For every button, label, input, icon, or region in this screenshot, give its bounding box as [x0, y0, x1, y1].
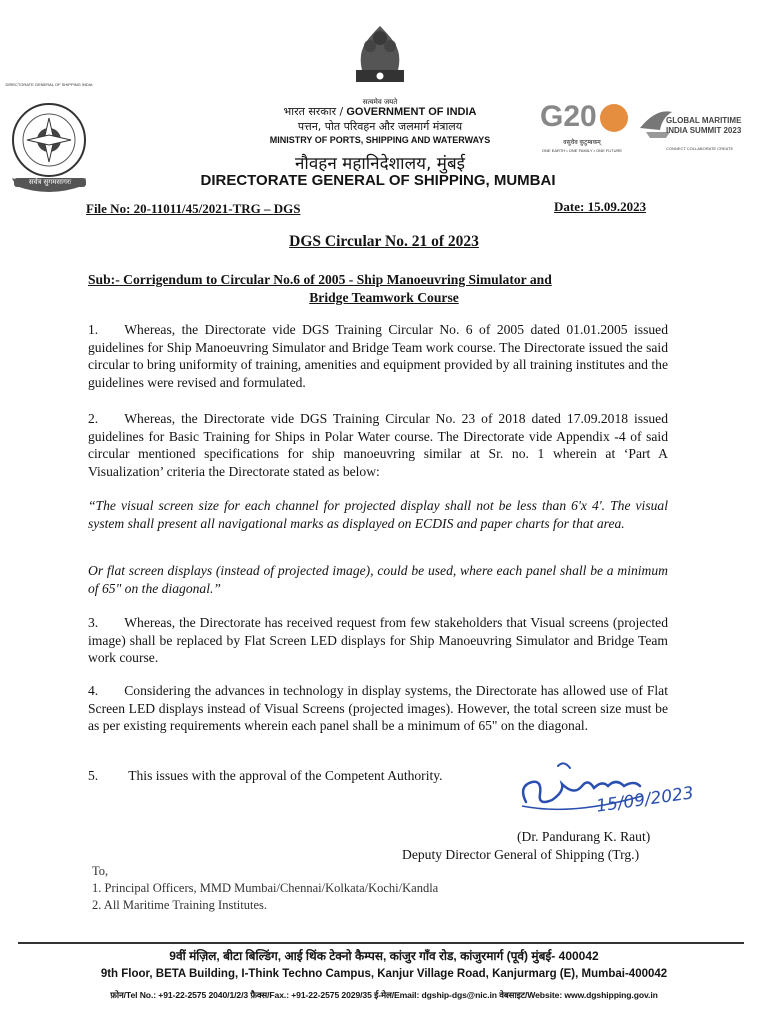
file-number: File No: 20-11011/45/2021-TRG – DGS [86, 201, 301, 216]
dg-shipping-hindi: नौवहन महानिदेशालय, मुंबई [295, 154, 465, 174]
distribution-to: To, [92, 864, 109, 878]
gmis-title-1: GLOBAL MARITIME [666, 116, 742, 125]
signatory-name: (Dr. Pandurang K. Raut) [517, 829, 651, 844]
dgs-logo-ribbon: सर्वत्र सुगमसागरः [14, 178, 86, 187]
national-emblem [348, 20, 412, 98]
ministry-hindi: पत्तन, पोत परिवहन और जलमार्ग मंत्रालय [297, 120, 463, 133]
quote-visual-screen: “The visual screen size for each channel for projected display shall not be less than 6'x 4'. The visual system shall present all navigational marks as displayed on ECDIS and paper charts for that area. [88, 498, 668, 531]
footer-contact: फ़ोन/Tel No.: +91-22-2575 2040/1/2/3 फ़ैक्स/Fax.: +91-22-2575 2029/35 ई-मेल/Email: dgship-dgs@nic.in वेबसाइट/Website: www.dgshipping.gov.in [110, 990, 658, 1000]
distribution-item: 1. Principal Officers, MMD Mumbai/Chennai/Kolkata/Kochi/Kandla [92, 881, 439, 895]
paragraph-text: Whereas, the Directorate vide DGS Training Circular No. 23 of 2018 dated 17.09.2018 issued guidelines for Basic Training for Ships in Polar Water course. The Directorate vide Appendix -4 of said circular mentioned specifications for ship manoeuvring similar at Sr. no. 1 wherein at ‘Part A Visualization’ criteria the Directorate stated as below: [88, 411, 668, 479]
subject-line-1 [88, 272, 688, 288]
paragraph-number: 2. [88, 411, 99, 426]
ministry-english: MINISTRY OF PORTS, SHIPPING AND WATERWAYS [269, 135, 491, 145]
paragraph-3 [88, 614, 668, 667]
subject-text-1: Corrigendum to Circular No.6 of 2005 - Ship Manoeuvring Simulator and [123, 272, 552, 287]
dgs-logo-text: DIRECTORATE GENERAL OF SHIPPING INDIA [5, 82, 93, 87]
circular-title: DGS Circular No. 21 of 2023 [289, 233, 479, 250]
footer-divider [18, 942, 744, 944]
footer-address-english: 9th Floor, BETA Building, I-Think Techno Campus, Kanjur Village Road, Kanjurmarg (E), Mumbai-400042 [100, 968, 668, 980]
subject-label: Sub:- [88, 272, 120, 287]
government-of-india: भारत सरकार / GOVERNMENT OF INDIA [283, 105, 477, 118]
gmis-title-2: INDIA SUMMIT 2023 [666, 126, 742, 135]
paragraph-number: 1. [88, 322, 99, 337]
paragraph-number: 3. [88, 615, 99, 630]
circular-date: Date: 15.09.2023 [554, 199, 647, 214]
subject-line-2: Bridge Teamwork Course [309, 290, 459, 305]
paragraph-number: 5. [88, 768, 99, 783]
emblem-motto: सत्यमेव जयते [362, 98, 398, 106]
paragraph-text: Whereas, the Directorate vide DGS Training Circular No. 6 of 2005 dated 01.01.2005 issued guidelines for Ship Manoeuvring Simulator and Bridge Team work course. The Directorate issued the said circular to bring uniformity of training, amenities and equipment provided by all training institutes and the guidelines were revised and formulated. [88, 322, 668, 390]
paragraph-text: This issues with the approval of the Competent Authority. [128, 768, 443, 783]
signature-handwritten-date: 15/09/2023 [595, 783, 695, 817]
quote-flat-screen: Or flat screen displays (instead of projected image), could be used, where each panel shall be a minimum of 65" on the diagonal.” [88, 563, 668, 596]
paragraph-number: 4. [88, 683, 99, 698]
gmis-logo [636, 100, 746, 160]
g20-subtitle: वसुधैव कुटुम्बकम् [563, 139, 601, 146]
signatory-designation: Deputy Director General of Shipping (Trg.) [402, 847, 640, 862]
g20-lotus-icon [600, 104, 628, 132]
paragraph-1 [88, 321, 668, 391]
g20-logo [534, 100, 630, 164]
paragraph-text: Considering the advances in technology in display systems, the Directorate has allowed use of Flat Screen LED displays instead of Visual Screens (projected images). However, the total screen size must be as per existing requirements wherein each panel shall be a minimum of 65" on the diagonal. [88, 683, 668, 733]
g20-text: G20 [540, 100, 597, 133]
distribution-item: 2. All Maritime Training Institutes. [92, 898, 268, 912]
footer-address-hindi: 9वीं मंज़िल, बीटा बिल्डिंग, आई थिंक टेक्नो कैम्पस, कांजुर गाँव रोड, कांजुरमार्ग (पूर्व) मुंबई- 400042 [169, 949, 599, 963]
g20-tagline: ONE EARTH • ONE FAMILY • ONE FUTURE [541, 148, 623, 153]
paragraph-2 [88, 410, 668, 480]
paragraph-5 [88, 767, 508, 785]
paragraph-4 [88, 682, 668, 735]
dg-shipping-english: DIRECTORATE GENERAL OF SHIPPING, MUMBAI [200, 172, 556, 189]
gmis-tagline: CONNECT COLLABORATE CREATE [666, 146, 734, 151]
paragraph-text: Whereas, the Directorate has received request from few stakeholders that Visual screens (projected image) shall be replaced by Flat Screen LED displays for Ship Manoeuvring Simulator and Bridge Team work course. [88, 615, 668, 665]
